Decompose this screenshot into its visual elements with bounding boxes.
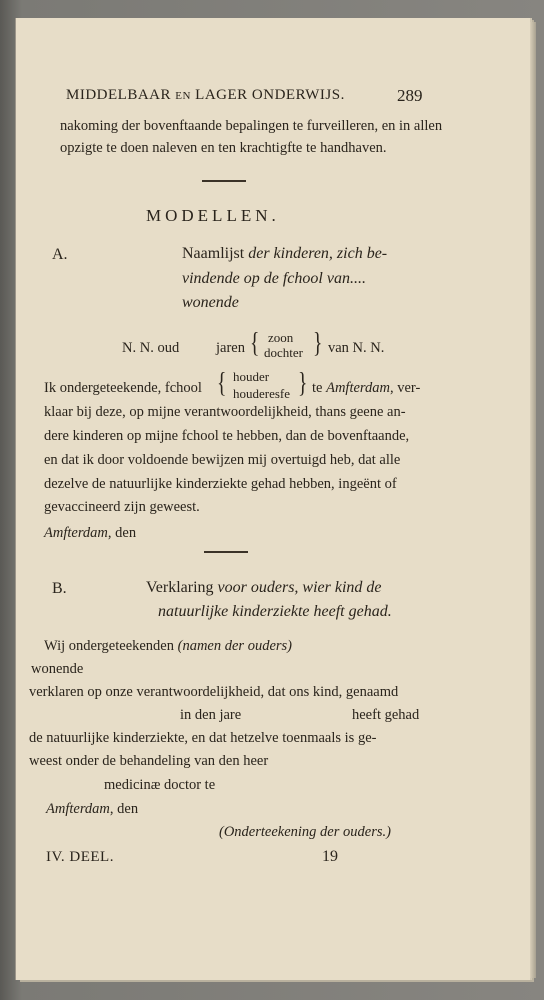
book-page bbox=[16, 18, 530, 980]
cert-houderesse: houderesfe bbox=[233, 386, 291, 401]
model-b-line-1: Wij ondergeteekenden (namen der ouders) bbox=[44, 638, 292, 654]
model-a-line-4: en dat ik door voldoende bewijzen mij overtuigd heb, dat alle bbox=[44, 452, 401, 468]
model-divider bbox=[204, 551, 248, 553]
model-b-line-6: weest onder de behandeling van den heer bbox=[29, 753, 269, 769]
model-a-heading-line-3: wonende bbox=[182, 294, 239, 311]
signature-mark: IV. DEEL. bbox=[46, 849, 114, 865]
page-number: 289 bbox=[397, 86, 423, 105]
row-van-nn: van N. N. bbox=[328, 340, 385, 356]
model-a-line-6: gevaccineerd zijn geweest. bbox=[44, 499, 200, 515]
model-b-line-7: medicinæ doctor te bbox=[104, 777, 216, 793]
cert-ik: Ik ondergeteekende, fchool bbox=[44, 380, 202, 396]
row-dochter: dochter bbox=[264, 345, 303, 360]
gathering-number: 19 bbox=[322, 848, 338, 865]
cert-houder: houder bbox=[233, 369, 270, 384]
model-b-line-4a: in den jare bbox=[180, 707, 242, 723]
left-brace-2: { bbox=[217, 368, 227, 399]
running-title: MIDDELBAAR EN LAGER ONDERWIJS. bbox=[66, 87, 345, 103]
model-b-letter: B. bbox=[52, 580, 67, 597]
section-title: MODELLEN. bbox=[146, 206, 280, 225]
intro-line-1: nakoming der bovenftaande bepalingen te furveilleren, en in allen bbox=[60, 118, 443, 134]
model-a-heading-line-2: vindende op de fchool van.... bbox=[182, 270, 366, 287]
model-b-line-2: wonende bbox=[31, 661, 84, 677]
model-a-line-5: dezelve de natuurlijke kinderziekte gehad hebben, ingeënt of bbox=[44, 476, 397, 492]
model-b-heading-line-2: natuurlijke kinderziekte heeft gehad. bbox=[158, 603, 392, 620]
model-b-line-4b: heeft gehad bbox=[352, 707, 420, 723]
model-b-line-5: de natuurlijke kinderziekte, en dat hetzelve toenmaals is ge- bbox=[29, 730, 377, 746]
model-a-heading: Naamlijst der kinderen, zich be- bbox=[182, 245, 388, 262]
model-b-line-3: verklaren op onze verantwoordelijkheid, dat ons kind, genaamd bbox=[29, 684, 399, 700]
model-b-place: Amfterdam, den bbox=[46, 801, 139, 817]
model-b-heading: Verklaring voor ouders, wier kind de bbox=[146, 579, 382, 596]
row-jaren: jaren bbox=[216, 340, 245, 356]
row-nn-oud: N. N. oud bbox=[122, 340, 180, 356]
model-a-line-2: klaar bij deze, op mijne verantwoordelijkheid, thans geene an- bbox=[44, 404, 406, 420]
model-a-place: Amfterdam, den bbox=[44, 525, 137, 541]
left-brace: { bbox=[250, 328, 260, 359]
model-a-line-3: dere kinderen op mijne fchool te hebben, dan de bovenftaande, bbox=[44, 428, 410, 444]
intro-line-2: opzigte te doen naleven en ten krachtigfte te handhaven. bbox=[60, 140, 387, 156]
row-zoon: zoon bbox=[268, 330, 294, 345]
model-b-signature: (Onderteekening der ouders.) bbox=[219, 824, 391, 840]
cert-te-amsterdam: te Amfterdam, ver- bbox=[312, 380, 421, 396]
section-divider bbox=[202, 180, 246, 182]
right-brace: } bbox=[313, 328, 323, 359]
right-brace-2: } bbox=[298, 368, 308, 399]
model-a-letter: A. bbox=[52, 246, 68, 263]
